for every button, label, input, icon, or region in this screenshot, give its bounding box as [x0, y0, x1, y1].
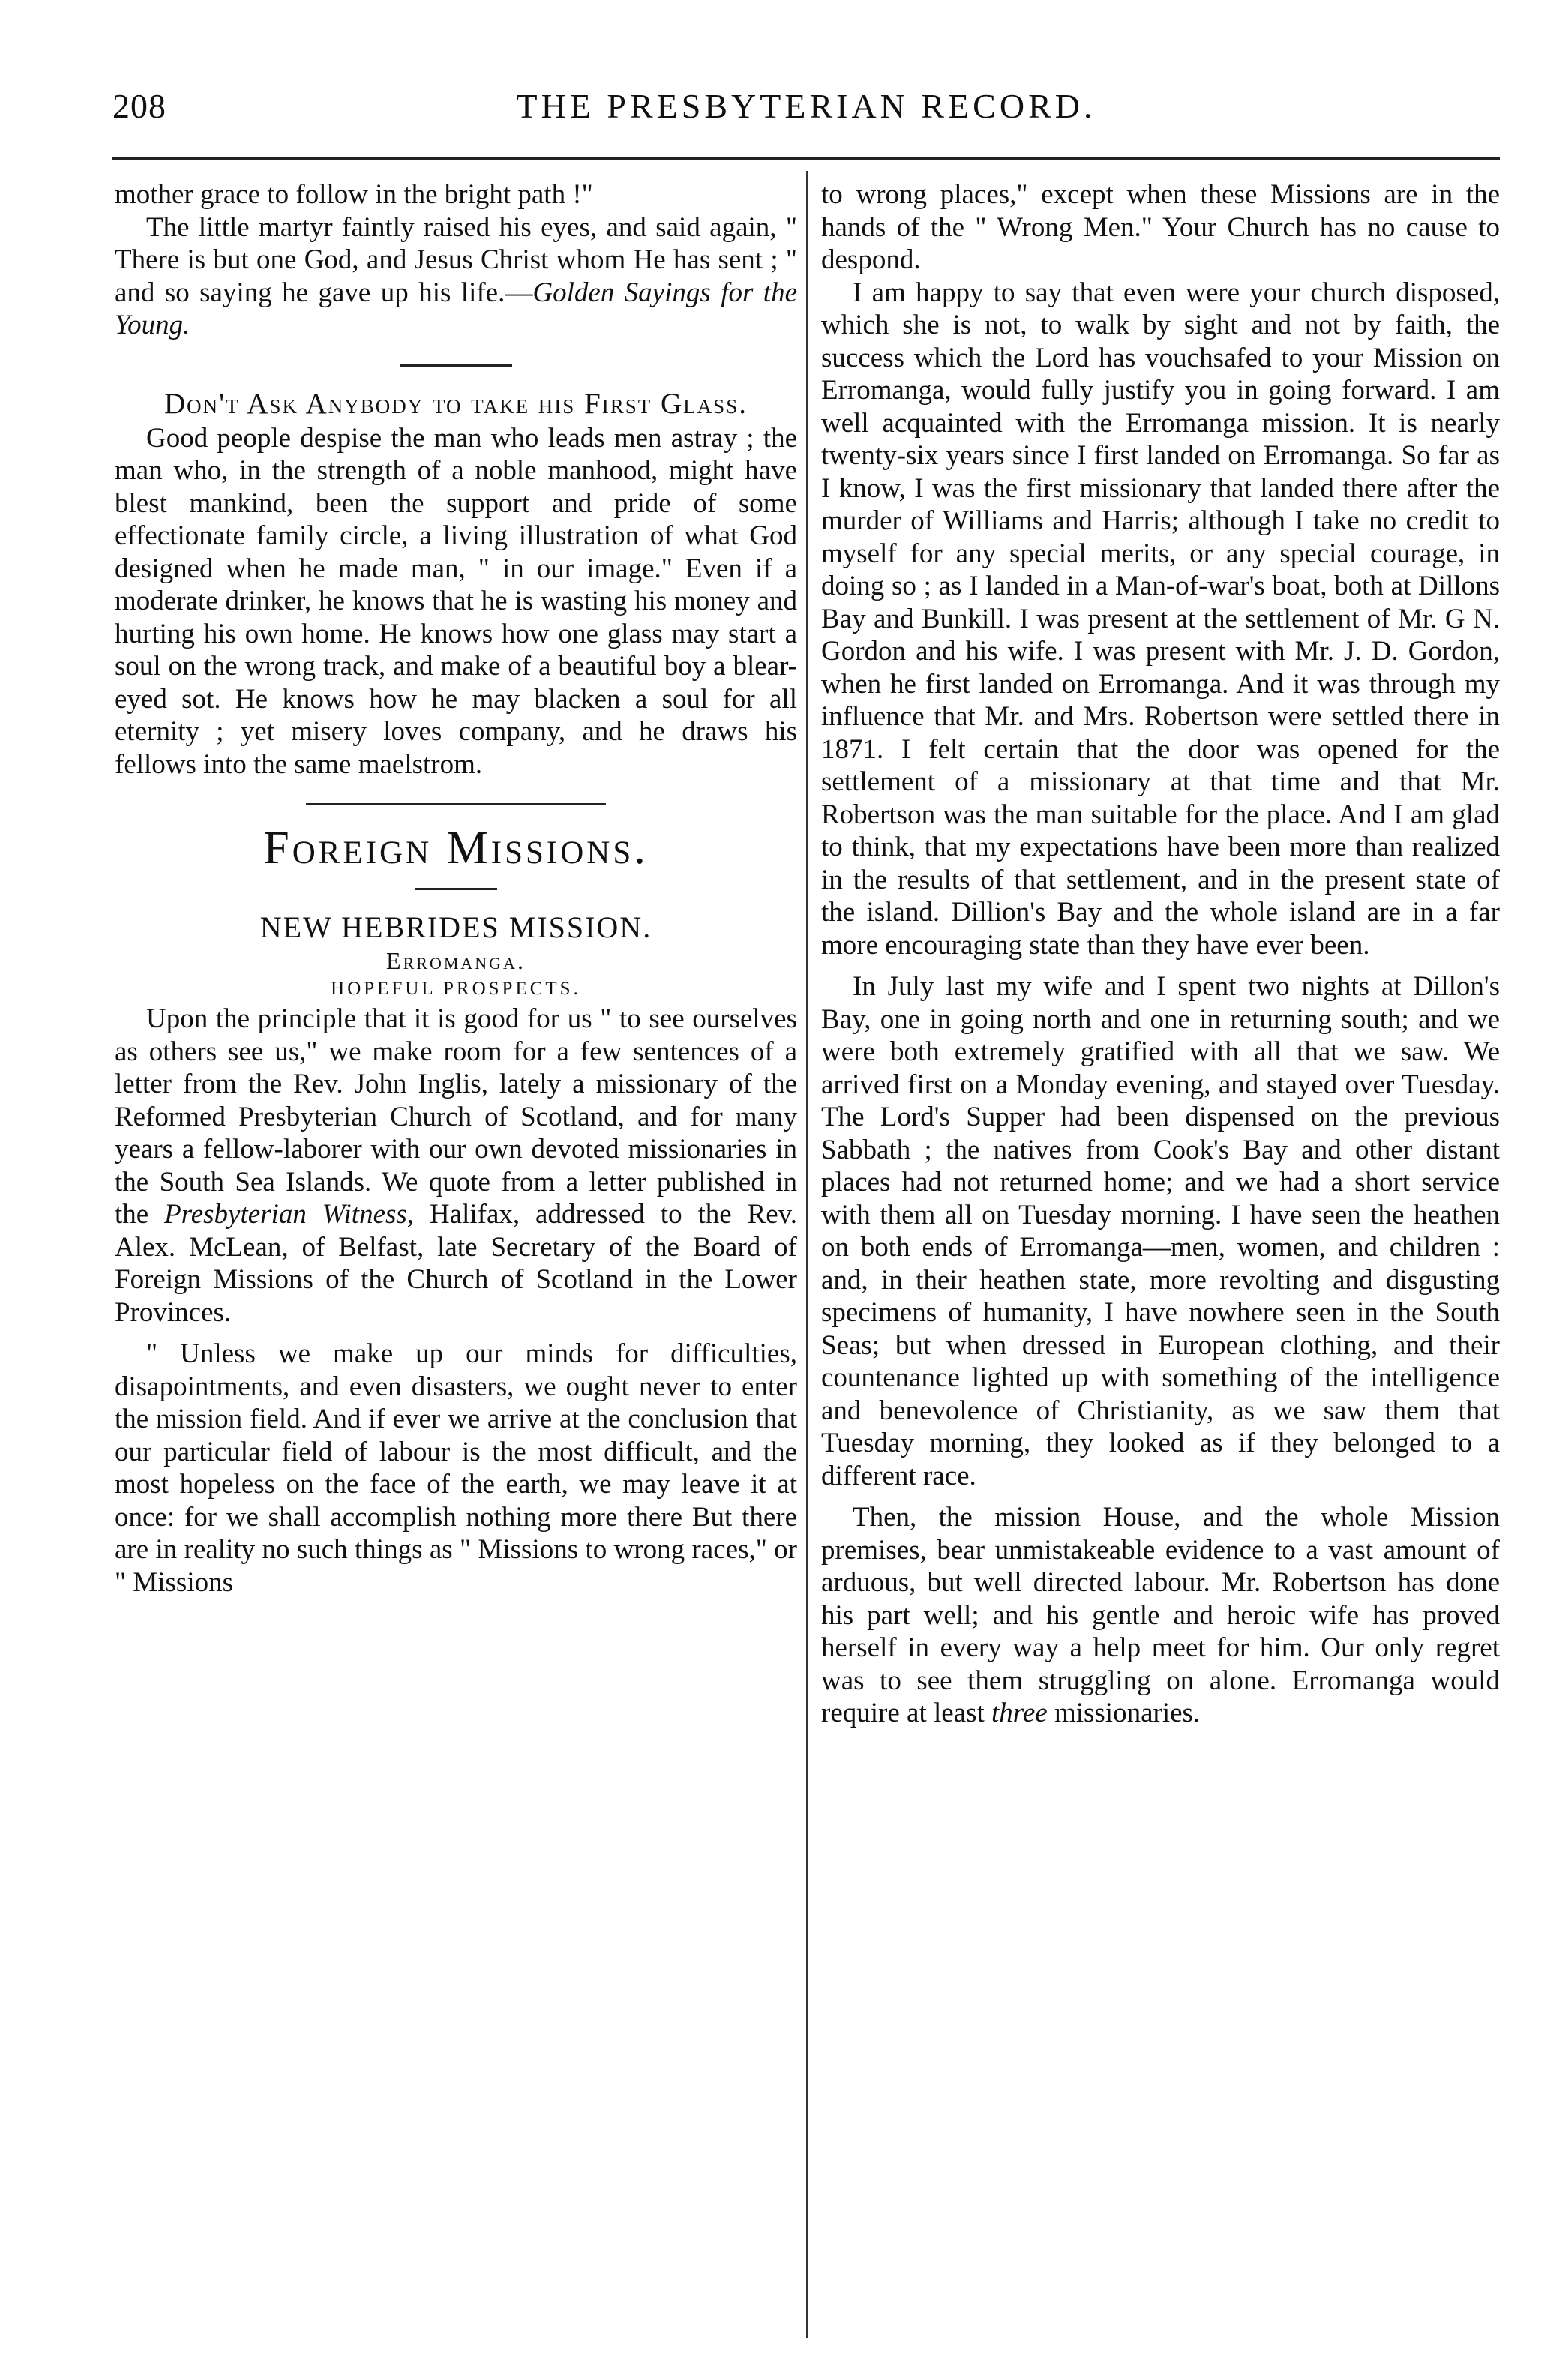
letter-italic: three: [991, 1698, 1048, 1728]
continued-body: The little martyr faintly raised his eyes, and said again, " There is but one God, and Jesus Christ whom He has sent ; " and so saying he gave up his life.—: [115, 211, 797, 308]
quote-continued: to wrong places," except when these Missions are in the hands of the " Wrong Men." Your Church has no cause to despond.: [821, 179, 1500, 275]
mission-title: NEW HEBRIDES MISSION.: [259, 910, 652, 944]
intro-paragraph: [115, 1003, 797, 1329]
section-rule: [415, 888, 497, 890]
separator-rule-long: [306, 803, 606, 805]
letter-text-a: Then, the mission House, and the whole Mission premises, bear unmistakeable evidence to a vast amount of arduous, but well directed labour. Mr. Robertson has done his part well; and his gentle and heroic wife has proved herself in every way a help meet for him. Our only regret was to see them struggling on alone. Erromanga would require at least: [821, 1502, 1500, 1728]
letter-paragraph-2: In July last my wife and I spent two nights at Dillon's Bay, one in going north and one in returning south; and we were both extremely gratified with all that we saw. We arrived first on a Monday evening, and stayed over Tuesday. The Lord's Supper had been dispensed on the previous Sabbath ; the natives from Cook's Bay and other distant places had not returned home; and we had a short service with them all on Tuesday morning. I have seen the heathen on both ends of Erromanga—men, women, and children : and, in their heathen state, more revolting and disgusting specimens of humanity, I have nowhere seen in the South Seas; but when dressed in European clothing, and their countenance lighted up with something of the intelligence and benevolence of Christianity, as we saw them that Tuesday morning, they looked as if they belonged to a different race.: [821, 971, 1500, 1491]
running-title: THE PRESBYTERIAN RECORD.: [516, 87, 1096, 125]
letter-text-b: missionaries.: [1047, 1698, 1201, 1728]
header-rule: [112, 157, 1500, 160]
left-column: [115, 178, 797, 1599]
continued-text-line: mother grace to follow in the bright path !": [115, 179, 593, 210]
article-heading: Don't Ask Anybody to take his First Glass.: [164, 387, 748, 420]
article-body: Good people despise the man who leads men astray ; the man who, in the strength of a noble manhood, might have blest mankind, been the support and pride of some effectionate family circle, a living illustration of what God designed when he made man, " in our image." Even if a moderate drinker, he knows that he is wasting his money and hurting his own home. He knows how one glass may start a soul on the wrong track, and make of a beautiful boy a blear-eyed sot. He knows how he may blacken a soul for all eternity ; yet misery loves company, and he draws his fellows into the same maelstrom.: [115, 422, 797, 780]
continued-source: Golden Sayings for the Young.: [115, 277, 797, 340]
separator-rule: [400, 364, 512, 367]
page-number: 208: [112, 87, 166, 125]
continued-text: [115, 211, 797, 342]
intro-text-a: Upon the principle that it is good for us " to see ourselves as others see us," we make room for a few sentences of a letter from the Rev. John Inglis, lately a missionary of the Reformed Presbyterian Church of Scotland, and for many years a fellow-laborer with our own devoted missionaries in the South Sea Islands. We quote from a letter published in the: [115, 1003, 797, 1230]
letter-paragraph-1: I am happy to say that even were your church disposed, which she is not, to walk by sight and not by faith, the success which the Lord has vouchsafed to your Mission on Erromanga, would fully justify you in going forward. I am well acquainted with the Erromanga mission. It is nearly twenty-six years since I first landed on Erromanga. So far as I know, I was the first missionary that landed there after the murder of Williams and Harris; although I take no credit to myself for any special merits, or any special courage, in doing so ; as I landed in a Man-of-war's boat, both at Dillons Bay and Bunkill. I was present at the settlement of Mr. G N. Gordon and his wife. I was present with Mr. J. D. Gordon, when he first landed on Erromanga. And it was through my influence that Mr. and Mrs. Robertson were settled there in 1871. I felt certain that the door was opened for the settlement of a missionary at that time and that Mr. Robertson was the man suitable for the place. And I am glad to think, that my expectations have been more than realized in the results of that settlement, and in the present state of the island. Dillion's Bay and the whole island are in a far more encouraging state than they have ever been.: [821, 277, 1500, 961]
page-header: [112, 86, 1500, 139]
column-divider: [806, 171, 808, 2338]
intro-italic: Presbyterian Witness,: [164, 1199, 415, 1230]
letter-paragraph-3: [821, 1501, 1500, 1730]
section-title: Foreign Missions.: [263, 823, 649, 874]
quote-paragraph: " Unless we make up our minds for difficulties, disapointments, and even disasters, we ought never to enter the mission field. And if ever we arrive at the conclusion that our particular field of labour is the most difficult, and the most hopeless on the face of the earth, we may leave it at once: for we shall accomplish nothing more there But there are in reality no such things as " Missions to wrong races," or " Missions: [115, 1338, 797, 1598]
intro-text-b: Halifax, addressed to the Rev. Alex. McLean, of Belfast, late Secretary of the Board of Foreign Missions of the Church of Scotland in the Lower Provinces.: [115, 1199, 798, 1328]
right-column: [821, 178, 1500, 1730]
mission-subheading: HOPEFUL PROSPECTS.: [331, 979, 581, 999]
mission-subtitle: Erromanga.: [386, 947, 526, 974]
